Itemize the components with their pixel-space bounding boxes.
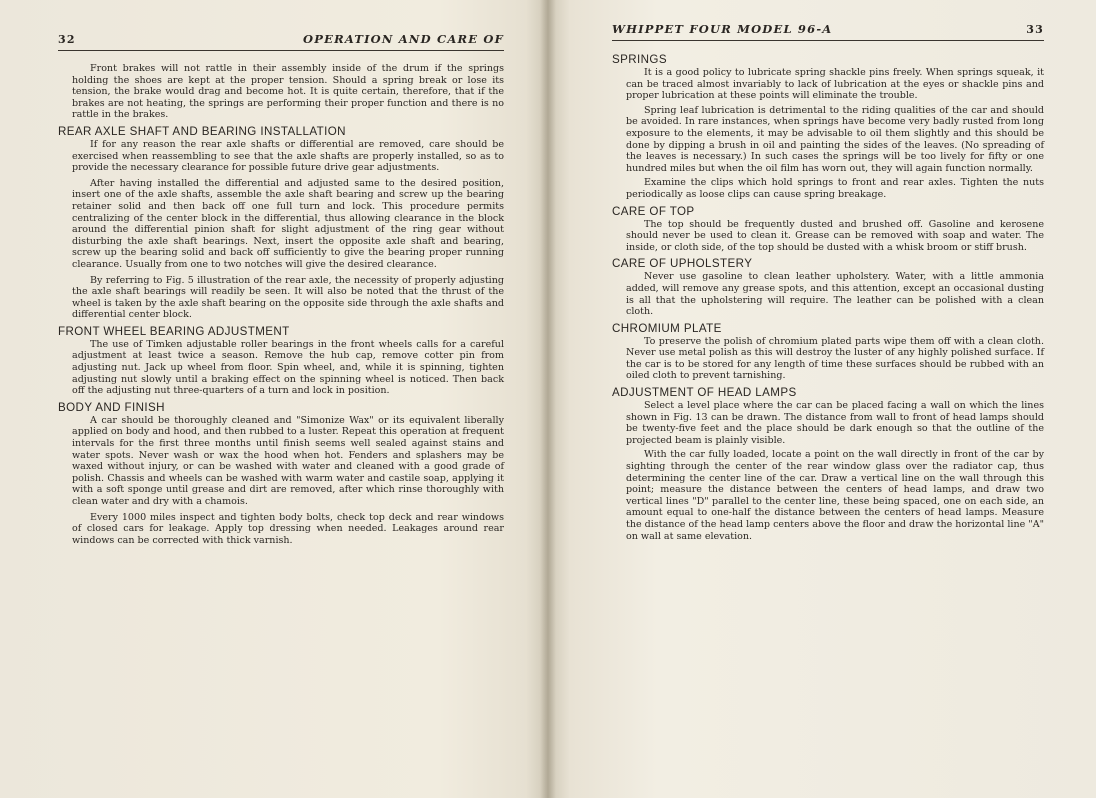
paragraph: Never use gasoline to clean leather upholstery. Water, with a little ammonia added, will remove any grease spots, and this attention, except an occasional dusting is all that the upholstering will require. The leather can be polished with a clean cloth.	[626, 271, 1044, 318]
paragraph: The use of Timken adjustable roller bearings in the front wheels calls for a careful adjustment at least twice a season. Remove the hub cap, remove cotter pin from adjusting nut. Jack up wheel from floor. Spin wheel, and, while it is spinning, tighten adjusting nut slowly until a braking effect on the spinning wheel is noticed. Then back off the adjusting nut three-quarters of a turn and lock in position.	[72, 338, 504, 397]
paragraph: Front brakes will not rattle in their assembly inside of the drum if the springs holding the shoes are kept at the proper tension. Should a spring break or lose its tension, the brake would drag and become hot. It is quite certain, therefore, that if the brakes are not heating, the springs are performing their proper function and there is no rattle in the brakes.	[72, 63, 504, 121]
right-running-title: WHIPPET FOUR MODEL 96-A	[612, 22, 833, 36]
paragraph: Spring leaf lubrication is detrimental to the riding qualities of the car and should be avoided. In rare instances, when springs have become very badly rusted from long exposure to the elements, it may be advisable to oil them slightly and this should be done by dipping a brush in oil and painting the sides of the leaves. (No spreading of the leaves is necessary.) In such cases the springs will be too lively for fifty or one hundred miles but when the oil film has worn out, they will again function normally.	[626, 104, 1044, 174]
paragraph: Examine the clips which hold springs to front and rear axles. Tighten the nuts periodically as loose clips can cause spring breakage.	[626, 177, 1044, 200]
left-running-title: OPERATION AND CARE OF	[303, 32, 504, 46]
paragraph: To preserve the polish of chromium plated parts wipe them off with a clean cloth. Never use metal polish as this will destroy the luster of any highly polished surface. If the car is to be stored for any length of time these surfaces should be rubbed with an oiled cloth to prevent tarnishing.	[626, 335, 1044, 382]
right-running-head	[612, 22, 1044, 41]
paragraph: With the car fully loaded, locate a point on the wall directly in front of the car by sighting through the center of the rear window glass over the radiator cap, thus determining the center line of the car. Draw a vertical line on the wall through this point; measure the distance between the centers of head lamps, and draw two vertical lines "D" parallel to the center line, these being spaced, one on each side, an amount equal to one-half the distance between the centers of head lamps. Measure the distance of the head lamp centers above the floor and draw the horizontal line "A" on wall at same elevation.	[626, 449, 1044, 542]
right-page-number: 33	[1026, 23, 1044, 36]
paragraph: It is a good policy to lubricate spring shackle pins freely. When springs squeak, it can be traced almost invariably to lack of lubrication at the eyes or shackle pins and proper lubrication at these points will eliminate the trouble.	[626, 67, 1044, 102]
paragraph: Every 1000 miles inspect and tighten body bolts, check top deck and rear windows of closed cars for leakage. Apply top dressing when needed. Leakages around rear windows can be corrected with thick varnish.	[72, 511, 504, 546]
section-heading: CARE OF TOP	[612, 204, 695, 218]
paragraph: Select a level place where the car can be placed facing a wall on which the lines shown in Fig. 13 can be drawn. The distance from wall to front of head lamps should be twenty-five feet and the place should be dark enough so that the outline of the projected beam is plainly visible.	[626, 400, 1044, 446]
paragraph: After having installed the differential and adjusted same to the desired position, insert one of the axle shafts, assemble the axle shaft bearing and screw up the bearing retainer solid and then back off one full turn and lock. This procedure permits centralizing of the center block in the differential, thus allowing clearance in the block around the differential pinion shaft for slight adjustment of the ring gear without disturbing the axle shaft bearings. Next, insert the opposite axle shaft and bearing, screw up the bearing solid and back off sufficiently to give the bearing proper running clearance. Usually from one to two notches will give the desired clearance.	[72, 177, 504, 270]
section-heading: CHROMIUM PLATE	[612, 321, 722, 335]
paragraph: If for any reason the rear axle shafts or differential are removed, care should be exercised when reassembling to see that the axle shafts are properly installed, so as to provide the necessary clearance for possible future drive gear adjustments.	[72, 138, 504, 174]
paragraph: The top should be frequently dusted and brushed off. Gasoline and kerosene should never be used to clean it. Grease can be removed with soap and water. The inside, or cloth side, of the top should be dusted with a whisk broom or stiff brush.	[626, 218, 1044, 253]
paragraph: A car should be thoroughly cleaned and "Simonize Wax" or its equivalent liberally applied on body and hood, and then rubbed to a luster. Repeat this operation at frequent intervals for the first three months until finish seems well sealed against stains and water spots. Never wash or wax the hood when hot. Fenders and splashers may be waxed without injury, or can be washed with water and cleaned with a good grade of polish. Chassis and wheels can be washed with warm water and castile soap, applying it with a soft sponge until grease and dirt are removed, after which rinse thoroughly with clean water and dry with a chamois.	[72, 414, 504, 507]
section-heading: CARE OF UPHOLSTERY	[612, 257, 753, 271]
section-heading: SPRINGS	[612, 53, 667, 66]
left-page-body	[58, 63, 504, 546]
section-heading: REAR AXLE SHAFT AND BEARING INSTALLATION	[58, 124, 346, 138]
left-page-number: 32	[58, 33, 76, 46]
left-running-head	[58, 32, 504, 51]
right-page-body	[612, 53, 1044, 542]
right-page	[548, 0, 1096, 798]
section-heading: FRONT WHEEL BEARING ADJUSTMENT	[58, 324, 290, 338]
section-heading: ADJUSTMENT OF HEAD LAMPS	[612, 386, 797, 400]
section-heading: BODY AND FINISH	[58, 400, 165, 414]
paragraph: By referring to Fig. 5 illustration of the rear axle, the necessity of properly adjusting the axle shaft bearings will readily be seen. It will also be noted that the thrust of the wheel is taken by the axle shaft bearing on the opposite side through the axle shafts and differential center block.	[72, 274, 504, 321]
